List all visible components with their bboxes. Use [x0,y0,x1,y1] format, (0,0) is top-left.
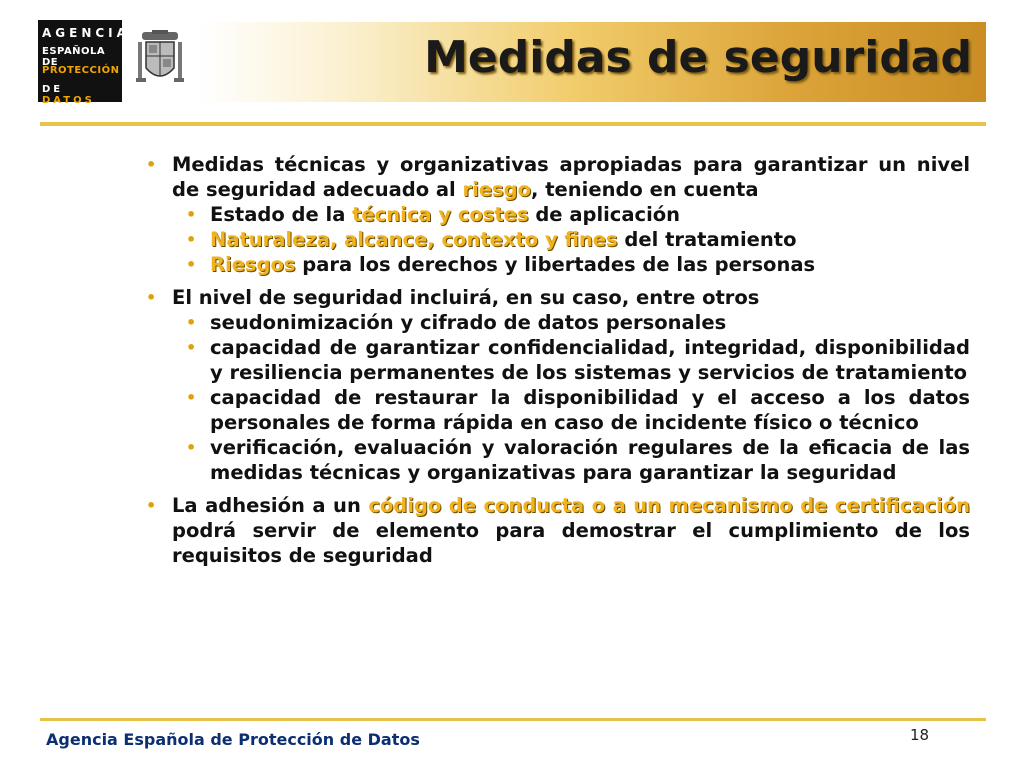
bullet-1-3-text: para los derechos y libertades de las personas [295,253,816,276]
bullet-2-2 [146,335,970,385]
bullet-2-text: El nivel de seguridad incluirá, en su caso, entre otros [172,286,760,309]
bullet-icon: • [186,313,197,332]
bullet-1-text-a: Medidas técnicas y organizativas apropiadas para garantizar un nivel de seguridad adecuado al [172,153,970,201]
logo-line-3: PROTECCIÓN [42,65,120,76]
logo-line-4-b: DATOS [42,95,95,106]
bullet-3-text-b: podrá servir de elemento para demostrar el cumplimiento de los requisitos de seguridad [172,519,970,567]
logo-line-2: ESPAÑOLA DE [42,46,106,68]
bullet-1 [146,152,970,202]
header-divider [40,122,986,126]
bullet-icon: • [186,230,197,249]
bullet-icon: • [186,388,197,407]
bullet-3-highlight: código de conducta o a un mecanismo de certificación [368,494,970,517]
bullet-3 [146,493,970,568]
page-number: 18 [910,726,930,744]
footer-organization: Agencia Española de Protección de Datos [46,730,420,749]
bullet-1-highlight: riesgo [462,178,532,201]
bullet-1-3 [146,252,970,277]
bullet-icon: • [186,205,197,224]
agency-logo [38,20,130,106]
slide-content [146,152,970,568]
page-title: Medidas de seguridad [424,32,972,83]
bullet-2-3-text: capacidad de restaurar la disponibilidad y el acceso a los datos personales de forma rápida en caso de incidente físico o técnico [210,386,970,434]
bullet-icon: • [146,155,157,174]
bullet-icon: • [186,438,197,457]
bullet-1-3-highlight: Riesgos [210,253,296,276]
bullet-1-1-text-b: de aplicación [528,203,681,226]
bullet-2 [146,285,970,310]
logo-line-1: AGENCIA [42,26,130,40]
bullet-2-1-text: seudonimización y cifrado de datos personales [210,311,727,334]
coat-of-arms-icon [134,30,186,90]
bullet-1-2 [146,227,970,252]
bullet-1-2-highlight: Naturaleza, alcance, contexto y fines [210,228,618,251]
bullet-1-1-text-a: Estado de la [210,203,353,226]
bullet-1-1 [146,202,970,227]
bullet-2-4-text: verificación, evaluación y valoración regulares de la eficacia de las medidas técnicas y organizativas para garantizar la seguridad [210,436,970,484]
logo-line-4 [42,84,122,106]
bullet-1-1-highlight: técnica y costes [352,203,529,226]
bullet-2-4 [146,435,970,485]
bullet-icon: • [186,255,197,274]
bullet-3-text-a: La adhesión a un [172,494,369,517]
bullet-1-2-text: del tratamiento [617,228,797,251]
bullet-icon: • [146,496,157,515]
bullet-icon: • [186,338,197,357]
footer-divider [40,718,986,721]
bullet-2-1 [146,310,970,335]
bullet-2-3 [146,385,970,435]
title-band [198,22,986,102]
bullet-2-2-text: capacidad de garantizar confidencialidad, integridad, disponibilidad y resiliencia permanentes de los sistemas y servicios de tratamiento [210,336,970,384]
logo-line-4-a: DE [42,84,64,95]
bullet-1-text-b: , teniendo en cuenta [531,178,759,201]
bullet-icon: • [146,288,157,307]
